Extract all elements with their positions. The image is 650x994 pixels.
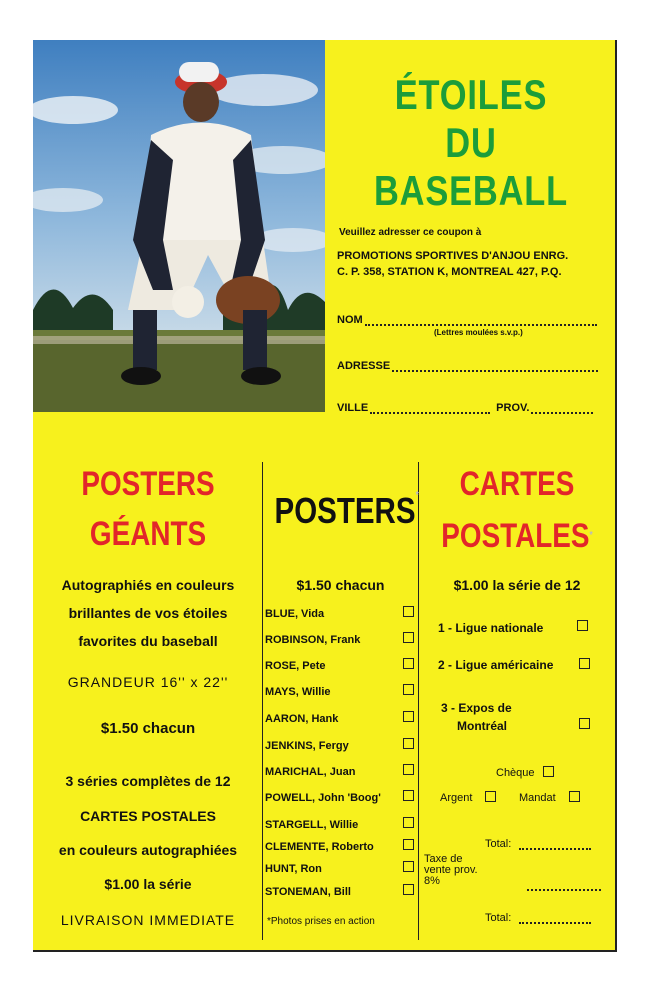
coupon-sheet [33, 40, 617, 952]
left-line-3: favorites du baseball [78, 633, 218, 649]
title-line-2: DU [445, 119, 497, 166]
total2-input-line[interactable] [519, 913, 591, 924]
checkbox-rose[interactable] [403, 658, 414, 669]
total-label: Total: [485, 838, 512, 850]
player-hunt: HUNT, Ron [265, 863, 322, 875]
adresse-field[interactable] [337, 360, 598, 372]
tax-label [424, 854, 478, 887]
checkbox-series-2[interactable] [579, 658, 590, 669]
checkbox-blue[interactable] [403, 606, 414, 617]
checkbox-hunt[interactable] [403, 861, 414, 872]
checkbox-stargell[interactable] [403, 817, 414, 828]
prov-label: PROV. [496, 402, 530, 414]
right-heading-1: CARTES [459, 465, 575, 503]
checkbox-mays[interactable] [403, 684, 414, 695]
player-blue: BLUE, Vida [265, 608, 325, 620]
player-marichal: MARICHAL, Juan [265, 766, 356, 778]
column-divider-left [262, 462, 263, 940]
nom-input-line[interactable] [365, 315, 597, 326]
total-input-line[interactable] [519, 839, 591, 850]
order-coupon [329, 42, 613, 414]
right-heading-2-text: POSTALES [441, 517, 590, 555]
company-address: C. P. 358, STATION K, MONTREAL 427, P.Q. [337, 266, 562, 278]
argent-label: Argent [440, 792, 473, 804]
mandat-label: Mandat [519, 792, 556, 804]
player-stoneman: STONEMAN, Bill [265, 886, 351, 898]
total-field[interactable] [485, 838, 591, 850]
player-aaron: AARON, Hank [265, 713, 339, 725]
checkbox-cheque[interactable] [543, 766, 554, 777]
tax-line-2: vente prov. [424, 864, 478, 876]
ville-input-line[interactable] [370, 403, 490, 414]
player-photo [33, 40, 325, 412]
series-2: 2 - Ligue américaine [438, 658, 554, 672]
checkbox-aaron[interactable] [403, 711, 414, 722]
middle-price: $1.50 chacun [296, 577, 385, 593]
nom-field[interactable] [337, 314, 597, 326]
checkbox-robinson[interactable] [403, 632, 414, 643]
tax-line-3: 8% [424, 875, 440, 887]
left-line-6: 3 séries complètes de 12 [65, 773, 231, 789]
left-heading-1: POSTERS [81, 465, 215, 503]
left-line-7: CARTES POSTALES [80, 808, 216, 824]
prov-input-line[interactable] [531, 403, 593, 414]
ville-field[interactable] [337, 402, 593, 414]
coupon-instruction: Veuillez adresser ce coupon à [339, 227, 482, 238]
player-mays: MAYS, Willie [265, 686, 331, 698]
title-line-1: ÉTOILES [394, 71, 548, 118]
checkbox-argent[interactable] [485, 791, 496, 802]
left-heading-2: GÉANTS [89, 515, 207, 553]
tax-input-line[interactable] [527, 880, 601, 891]
player-robinson: ROBINSON, Frank [265, 634, 361, 646]
left-line-8: en couleurs autographiées [58, 842, 238, 858]
right-heading-2: POSTALES* [441, 517, 593, 555]
column-divider-right [418, 462, 419, 940]
player-clemente: CLEMENTE, Roberto [265, 841, 374, 853]
series-3b: Montréal [457, 719, 508, 733]
left-line-1: Autographiés en couleurs [61, 577, 235, 593]
right-price: $1.00 la série de 12 [453, 577, 581, 593]
checkbox-clemente[interactable] [403, 839, 414, 850]
left-line-2: brillantes de vos étoiles [68, 605, 228, 621]
nom-hint: (Lettres moulées s.v.p.) [434, 328, 523, 337]
player-rose: ROSE, Pete [265, 660, 326, 672]
middle-heading: POSTERS* [274, 490, 419, 531]
middle-heading-text: POSTERS [274, 490, 416, 531]
title-line-3: BASEBALL [373, 167, 569, 214]
checkbox-stoneman[interactable] [403, 884, 414, 895]
baseball-player-image [33, 40, 325, 412]
total2-label: Total: [485, 912, 512, 924]
player-powell: POWELL, John 'Boog' [265, 792, 381, 804]
left-line-9: $1.00 la série [104, 876, 192, 892]
tax-line-1: Taxe de [424, 853, 463, 865]
checkbox-powell[interactable] [403, 790, 414, 801]
adresse-input-line[interactable] [392, 361, 598, 372]
checkbox-jenkins[interactable] [403, 738, 414, 749]
player-jenkins: JENKINS, Fergy [265, 740, 349, 752]
adresse-label: ADRESSE [337, 360, 391, 372]
total2-field[interactable] [485, 912, 591, 924]
ville-label: VILLE [337, 402, 369, 414]
cheque-label: Chèque [496, 767, 535, 779]
checkbox-series-3[interactable] [579, 718, 590, 729]
company-name: PROMOTIONS SPORTIVES D'ANJOU ENRG. [337, 250, 569, 262]
series-1: 1 - Ligue nationale [438, 621, 544, 635]
checkbox-marichal[interactable] [403, 764, 414, 775]
nom-label: NOM [337, 314, 363, 326]
checkbox-series-1[interactable] [577, 620, 588, 631]
left-price: $1.50 chacun [100, 720, 196, 737]
player-stargell: STARGELL, Willie [265, 819, 359, 831]
series-3a: 3 - Expos de [441, 701, 512, 715]
footnote: *Photos prises en action [267, 916, 375, 927]
grandeur-line: GRANDEUR 16'' x 22'' [67, 674, 229, 690]
checkbox-mandat[interactable] [569, 791, 580, 802]
delivery-line: LIVRAISON IMMEDIATE [60, 912, 236, 928]
